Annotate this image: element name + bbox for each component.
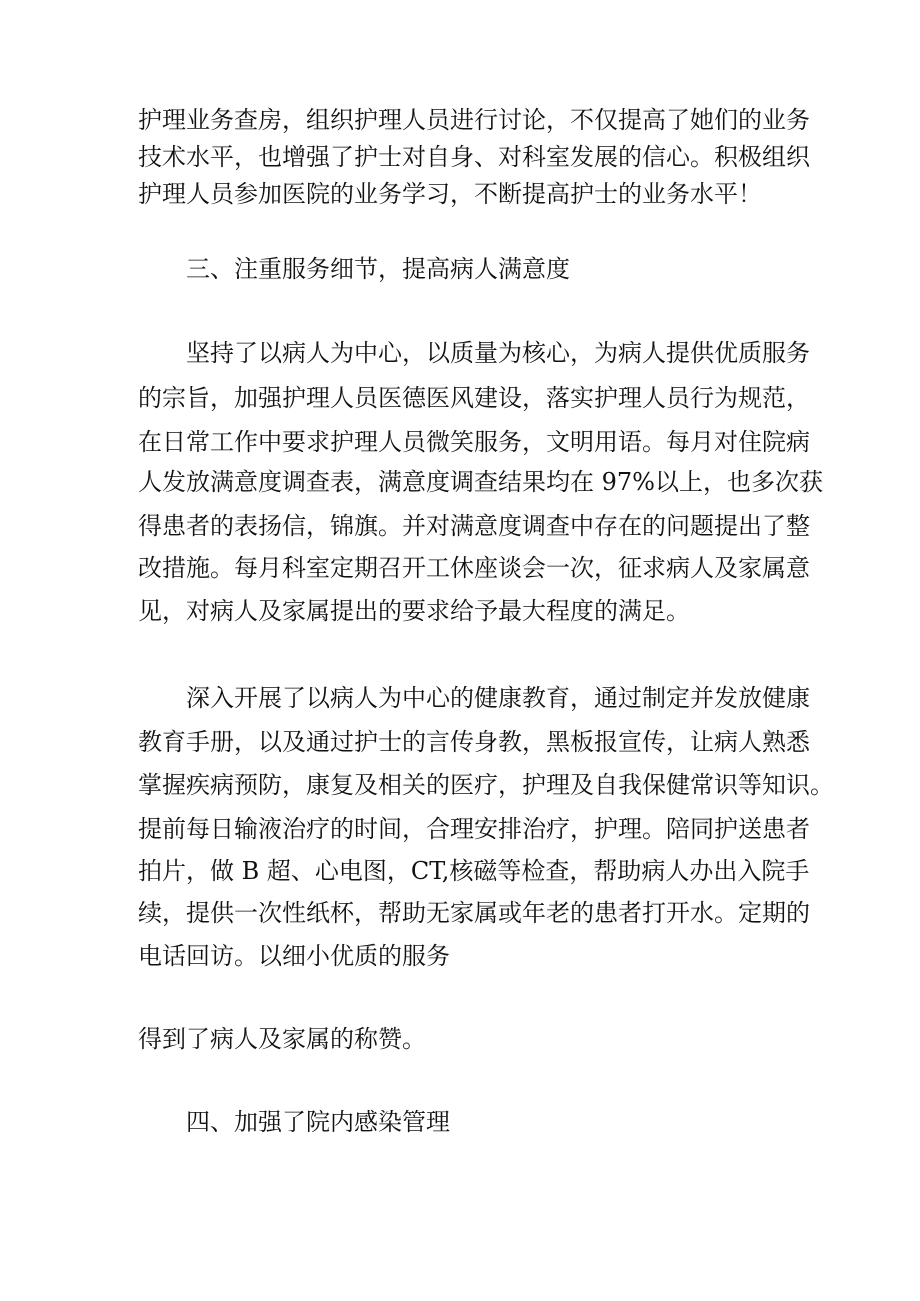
paragraph-line: 提前每日输液治疗的时间，合理安排治疗，护理。陪同护送患者 xyxy=(138,815,810,843)
paragraph-line: 掌握疾病预防，康复及相关的医疗，护理及自我保健常识等知识。 xyxy=(138,771,834,799)
paragraph-line: 教育手册，以及通过护士的言传身教，黑板报宣传，让病人熟悉 xyxy=(138,728,810,756)
paragraph-line: 电话回访。以细小优质的服务 xyxy=(138,942,450,970)
paragraph-line: 护理业务查房，组织护理人员进行讨论，不仅提高了她们的业务 xyxy=(138,106,810,134)
paragraph-line: 得患者的表扬信，锦旗。并对满意度调查中存在的问题提出了整 xyxy=(138,512,810,540)
paragraph-line: 坚持了以病人为中心，以质量为核心，为病人提供优质服务 xyxy=(186,339,810,367)
section-heading-3: 三、注重服务细节，提高病人满意度 xyxy=(186,255,570,283)
paragraph-line: 护理人员参加医院的业务学习，不断提高护士的业务水平！ xyxy=(138,180,762,208)
paragraph-line: 深入开展了以病人为中心的健康教育，通过制定并发放健康 xyxy=(186,684,810,712)
paragraph-line: 得到了病人及家属的称赞。 xyxy=(138,1025,426,1053)
paragraph-line: 续，提供一次性纸杯，帮助无家属或年老的患者打开水。定期的 xyxy=(138,899,810,927)
paragraph-line: 改措施。每月科室定期召开工休座谈会一次，征求病人及家属意 xyxy=(138,554,810,582)
paragraph-line: 见，对病人及家属提出的要求给予最大程度的满足。 xyxy=(138,597,690,625)
section-heading-4: 四、加强了院内感染管理 xyxy=(186,1108,450,1136)
paragraph-line: 在日常工作中要求护理人员微笑服务，文明用语。每月对住院病 xyxy=(138,428,810,456)
paragraph-line: 人发放满意度调查表，满意度调查结果均在 97%以上，也多次获 xyxy=(138,468,823,496)
paragraph-line: 技术水平，也增强了护士对自身、对科室发展的信心。积极组织 xyxy=(138,143,810,171)
paragraph-line: 拍片，做 B 超、心电图，CT,核磁等检查，帮助病人办出入院手 xyxy=(138,857,810,885)
paragraph-line: 的宗旨，加强护理人员医德医风建设，落实护理人员行为规范， xyxy=(138,384,810,412)
